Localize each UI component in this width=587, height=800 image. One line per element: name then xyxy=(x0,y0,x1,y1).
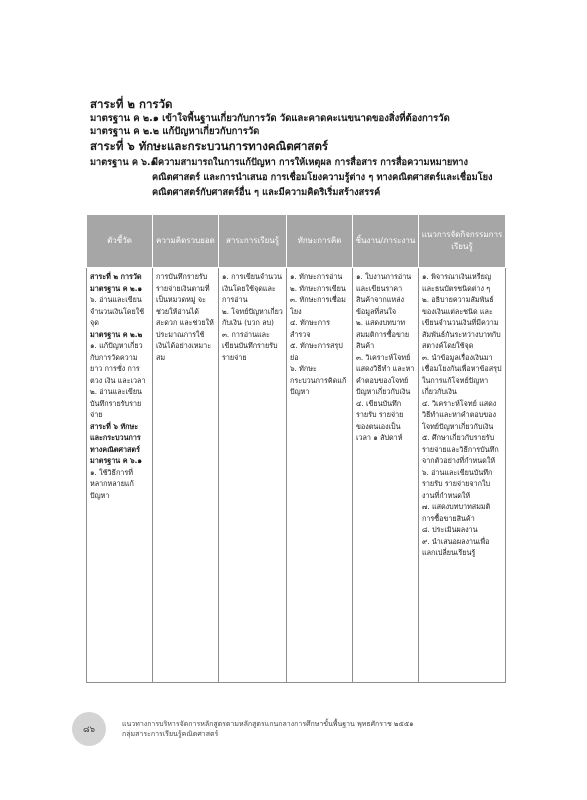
curriculum-table xyxy=(86,214,506,683)
list-item: ๑. ทักษะการอ่าน xyxy=(290,272,343,281)
list-item: ๖. อ่านและเขียนบันทึกรายรับ รายจ่ายจากใบงานที่กำหนดให้ xyxy=(422,467,493,500)
table-header-row xyxy=(87,215,506,268)
list-item: สาระที่ ๖ ทักษะและกระบวนการทางคณิตศาสตร์ xyxy=(90,421,141,454)
footer-line-1: แนวทางการบริหารจัดการหลักสูตรตามหลักสูตรแกนกลางการศึกษาขั้นพื้นฐาน พุทธศักราช ๒๕๕๑ xyxy=(122,720,414,728)
header-workload: ชิ้นงาน/ภาระงาน xyxy=(353,215,419,268)
list-item: ๗. แสดงบทบาทสมมติการซื้อขายสินค้า xyxy=(422,502,491,523)
list-item: มาตรฐาน ค ๒.๒ xyxy=(90,329,143,339)
strand-6-heading: สาระที่ ๖ ทักษะและกระบวนการทางคณิตศาสตร์ xyxy=(90,139,329,153)
cell-content xyxy=(219,268,287,683)
list-item: การบันทึกรายรับ รายจ่ายเงินตามที่เป็นหมวดหมู่ จะช่วยให้อ่านได้สะดวก และช่วยให้ประมาณการใช้เงินได้อย่างเหมาะสม xyxy=(156,272,214,362)
header-content: สาระการเรียนรู้ xyxy=(219,215,287,268)
list-item: ๖. ทักษะกระบวนการคิดแก้ปัญหา xyxy=(290,364,347,396)
list-item: ๒. ทักษะการเขียน xyxy=(290,283,346,293)
header-thinking-skill: ทักษะการคิด xyxy=(287,215,353,268)
cell-concept xyxy=(153,268,219,683)
list-item: ๔. วิเคราะห์โจทย์ แสดงวิธีทำและหาคำตอบของโจทย์ปัญหาเกี่ยวกับเงิน xyxy=(422,398,497,431)
list-item: ๑. แก้ปัญหาเกี่ยวกับการวัดความยาว การชั่ง การตวง เงิน และเวลา xyxy=(90,341,146,385)
standard-2-2-heading: มาตรฐาน ค ๒.๒ แก้ปัญหาเกี่ยวกับการวัด xyxy=(90,126,260,137)
list-item: ๘. ประเมินผลงาน xyxy=(422,525,478,534)
standard-6-1-text: มีความสามารถในการแก้ปัญหา การให้เหตุผล การสื่อสาร การสื่อความหมายทางคณิตศาสตร์ และการนำเสนอ การเชื่อมโยงความรู้ต่าง ๆ ทางคณิตศาสตร์และเชื่อมโยงคณิตศาสตร์กับศาสตร์อื่น ๆ และมีความคิดริเริ่มสร้างสรรค์ xyxy=(152,157,493,198)
cell-activities xyxy=(419,268,506,683)
header-concept: ความคิดรวบยอด xyxy=(153,215,219,268)
list-item: ๓. ทักษะการเชื่อมโยง xyxy=(290,295,346,316)
cell-thinking-skills xyxy=(287,268,353,683)
list-item: มาตรฐาน ค ๒.๑ xyxy=(90,283,143,293)
standard-2-1-heading: มาตรฐาน ค ๒.๑ เข้าใจพื้นฐานเกี่ยวกับการวัด วัดและคาดคะเนขนาดของสิ่งที่ต้องการวัด xyxy=(90,113,450,124)
standard-6-1-block xyxy=(90,155,510,200)
list-item: ๑. การเขียนจำนวนเงินโดยใช้จุดและการอ่าน xyxy=(222,272,282,304)
table-row xyxy=(87,268,506,683)
header-activities: แนวการจัดกิจกรรมการเรียนรู้ xyxy=(419,215,506,268)
list-item: ๒. อ่านและเขียนบันทึกรายรับรายจ่าย xyxy=(90,387,142,419)
page-number-badge: ๘๖ xyxy=(72,712,106,746)
list-item: ๓. นำข้อมูลเรื่องเงินมาเชื่อมโยงกันเพื่อหาข้อสรุปในการแก้โจทย์ปัญหาเกี่ยวกับเงิน xyxy=(422,352,502,396)
footer-line-2: กลุ่มสาระการเรียนรู้คณิตศาสตร์ xyxy=(122,730,219,738)
list-item: ๙. นำเสนอผลงานเพื่อแลกเปลี่ยนเรียนรู้ xyxy=(422,536,490,557)
list-item: ๔. เขียนบันทึกรายรับ รายจ่ายของตนเองเป็นเวลา ๑ สัปดาห์ xyxy=(356,398,404,442)
list-item: ๒. อธิบายความสัมพันธ์ของเงินแต่ละชนิด และเขียนจำนวนเงินที่มีความสัมพันธ์กันระหว่างบาทกับสตางค์โดยใช้จุด xyxy=(422,295,501,350)
header-indicator: ตัวชี้วัด xyxy=(87,215,153,268)
list-item: ๓. วิเคราะห์โจทย์ แสดงวิธีทำ และหาคำตอบของโจทย์ปัญหาเกี่ยวกับเงิน xyxy=(356,352,415,396)
list-item: ๒. โจทย์ปัญหาเกี่ยวกับเงิน (บวก ลบ) xyxy=(222,306,283,327)
list-item: ๑. พิจารณาเงินเหรียญและธนบัตรชนิดต่าง ๆ xyxy=(422,272,491,293)
standard-6-1-label: มาตรฐาน ค ๖.๑ xyxy=(90,157,157,168)
list-item: ๒. แสดงบทบาทสมมติการซื้อขายสินค้า xyxy=(356,318,410,350)
strand-2-heading: สาระที่ ๒ การวัด xyxy=(90,97,173,111)
cell-workload xyxy=(353,268,419,683)
list-item: มาตรฐาน ค ๖.๑ xyxy=(90,456,142,465)
list-item: ๓. การอ่านและเขียนบันทึกรายรับ รายจ่าย xyxy=(222,329,278,362)
footer-text xyxy=(122,719,414,739)
list-item: ๔. ทักษะการสำรวจ xyxy=(290,318,330,339)
list-item: ๑. ใบงานการอ่านและเขียนราคาสินค้าจากแหล่งข้อมูลที่สนใจ xyxy=(356,272,412,316)
list-item: สาระที่ ๒ การวัด xyxy=(90,272,142,281)
list-item: ๑. ใช้วิธีการที่หลากหลายแก้ปัญหา xyxy=(90,467,134,500)
page-headings xyxy=(90,96,510,200)
page-footer xyxy=(72,712,414,746)
cell-indicators xyxy=(87,268,153,683)
list-item: ๕. ศึกษาเกี่ยวกับรายรับรายจ่ายและวิธีการบันทึกจากตัวอย่างที่กำหนดให้ xyxy=(422,433,499,465)
list-item: ๕. ทักษะการสรุปย่อ xyxy=(290,341,343,362)
list-item: ๖. อ่านและเขียนจำนวนเงินโดยใช้จุด xyxy=(90,295,145,327)
